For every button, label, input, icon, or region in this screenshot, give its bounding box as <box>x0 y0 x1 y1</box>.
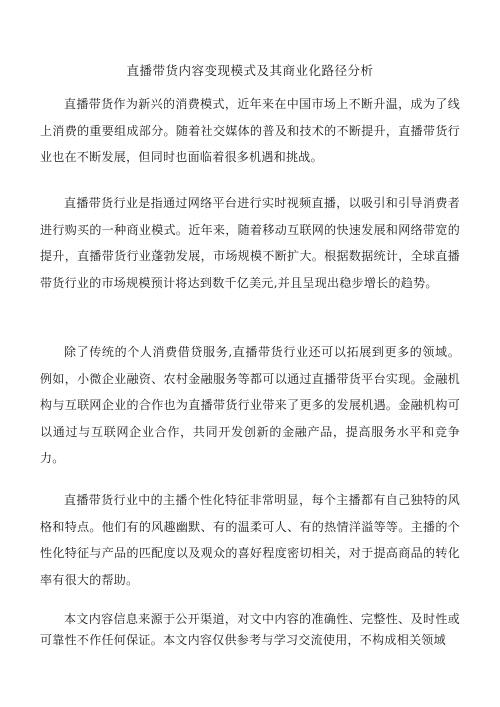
paragraph-disclaimer: 本文内容信息来源于公开渠道，对文中内容的准确性、完整性、及时性或可靠性不作任何保证。本文内容仅供参考与学习交流使用，不构成相关领域 <box>40 612 460 647</box>
paragraph-intro: 直播带货作为新兴的消费模式，近年来在中国市场上不断升温，成为了线上消费的重要组成部分。随着社交媒体的普及和技术的不断提升，直播带货行业也在不断发展，但同时也面临着很多机遇和挑战。 <box>40 97 460 164</box>
paragraph-industry-definition: 直播带货行业是指通过网络平台进行实时视频直播，以吸引和引导消费者进行购买的一种商业模式。近年来，随着移动互联网的快速发展和网络带宽的提升，直播带货行业蓬勃发展，市场规模不断扩大。根据数据统计，全球直播带货行业的市场规模预计将达到数千亿美元,并且呈现出稳步增长的趋势。 <box>40 196 460 290</box>
document-title: 直播带货内容变现模式及其商业化路径分析 <box>126 63 374 78</box>
paragraph-host-personality: 直播带货行业中的主播个性化特征非常明显，每个主播都有自己独特的风格和特点。他们有的风趣幽默、有的温柔可人、有的热情洋溢等等。主播的个性化特征与产品的匹配度以及观众的喜好程度密切相关，对于提高商品的转化率有很大的帮助。 <box>40 493 460 587</box>
paragraph-financial-expansion: 除了传统的个人消费借贷服务,直播带货行业还可以拓展到更多的领域。例如，小微企业融资、农村金融服务等都可以通过直播带货平台实现。金融机构与互联网企业的合作也为直播带货行业带来了更多的发展机遇。金融机构可以通过与互联网企业合作，共同开发创新的金融产品，提高服务水平和竞争力。 <box>40 345 460 465</box>
